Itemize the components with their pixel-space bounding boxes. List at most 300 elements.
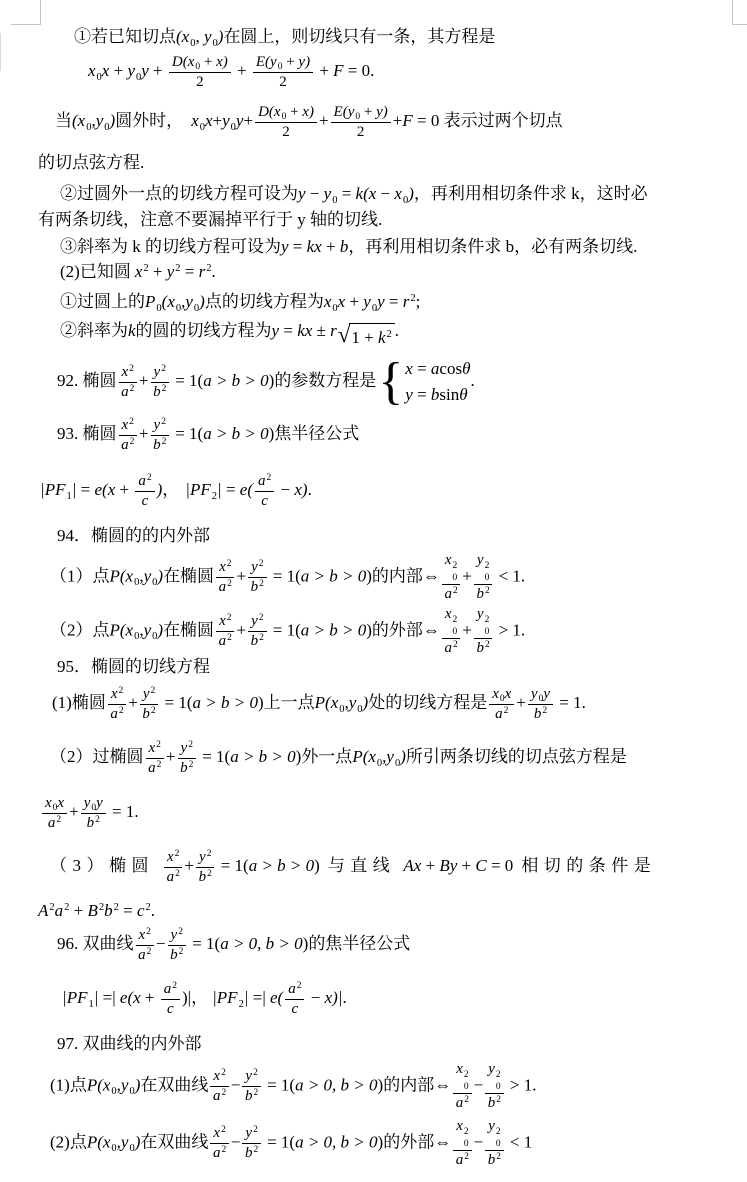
superscript: 2 <box>227 578 232 589</box>
superscript: 2 <box>221 1068 226 1079</box>
text-run: （3）椭圆 <box>50 856 154 876</box>
math-var: x <box>138 927 146 943</box>
math-run: a <box>430 359 440 378</box>
math-run: + <box>148 61 167 81</box>
math-run: + <box>286 104 303 120</box>
math-run: x <box>405 359 413 378</box>
math-run: k(x <box>355 184 377 203</box>
numerator <box>216 559 234 578</box>
math-var: y <box>476 552 484 568</box>
numerator <box>285 981 304 1000</box>
math-run: = <box>279 321 298 340</box>
math-run: y <box>235 111 244 131</box>
numerator <box>168 927 186 946</box>
numerator <box>489 686 514 705</box>
math-var: x <box>102 1132 111 1152</box>
numerator <box>119 364 137 383</box>
math-var: x <box>492 686 499 702</box>
subscript: 0 <box>371 303 378 314</box>
math-run: + <box>457 856 476 876</box>
fraction <box>81 795 106 832</box>
doc-line-13 <box>40 473 312 510</box>
math-run: ) <box>408 184 414 203</box>
text-run: ，再利用相切条件求 k，这时必 <box>413 184 648 203</box>
superscript: 2 <box>258 559 264 570</box>
math-run: =| <box>98 988 120 1008</box>
math-run: a > b > 0 <box>248 856 315 876</box>
fraction <box>140 686 158 723</box>
math-run: ) <box>366 566 372 586</box>
subscript: 0 <box>129 1086 135 1098</box>
math-run: e(x <box>94 480 116 500</box>
text-run: ，再利用相切条件求 b，必有两条切线. <box>348 237 638 256</box>
text-run: . <box>370 61 375 81</box>
math-run: P( <box>109 566 126 586</box>
math-var: a <box>110 705 118 722</box>
math-var: x <box>181 27 190 46</box>
subscript: 0 <box>357 704 363 716</box>
superscript: 2 <box>258 613 264 624</box>
superscript: 2 <box>484 640 490 650</box>
text-run: 上一点 <box>263 693 315 713</box>
subscript: 0 <box>175 303 182 314</box>
doc-line-5 <box>60 183 648 208</box>
math-run: + <box>138 424 149 444</box>
math-var: b <box>170 946 178 963</box>
superscript: 2 <box>146 927 151 937</box>
numerator <box>253 54 313 73</box>
math-run: + <box>318 111 329 131</box>
numerator <box>242 1068 260 1087</box>
math-var: b <box>180 759 188 776</box>
denominator <box>248 578 266 596</box>
math-run: a > 0, b > 0 <box>220 934 303 954</box>
fraction <box>42 795 67 832</box>
fraction <box>216 613 234 650</box>
subscript: 0 <box>281 112 287 122</box>
denominator <box>453 1094 471 1112</box>
superscript: 2 <box>174 849 180 859</box>
text-run: 96. 双曲线 <box>57 934 134 954</box>
math-var: a <box>163 981 172 997</box>
math-var: y <box>222 111 230 131</box>
math-var: x <box>88 61 96 81</box>
math-run: x <box>337 292 346 311</box>
text-run: ②过圆外一点的切线方程可设为 <box>60 184 298 203</box>
text-run: 95．椭圆的切线方程 <box>57 657 210 676</box>
text-run: . <box>134 802 139 822</box>
math-run: 2 <box>356 123 365 140</box>
subscript: 0 <box>111 1143 117 1155</box>
math-run: + <box>421 856 440 876</box>
math-var: b <box>487 1095 496 1111</box>
text-run: 在双曲线 <box>140 1075 209 1095</box>
math-var: y <box>153 417 161 433</box>
text-run: 97. 双曲线的内外部 <box>57 1034 202 1053</box>
superscript: 2 <box>129 383 135 394</box>
superscript: 2 <box>452 586 458 596</box>
math-run: r <box>330 321 337 340</box>
math-run: ) <box>366 620 372 640</box>
math-run: θ <box>459 385 468 404</box>
subscript: 0 <box>129 1143 135 1155</box>
math-run: + <box>360 104 377 120</box>
subscript: 0 <box>193 303 200 314</box>
numerator <box>169 54 231 73</box>
numerator <box>178 740 196 759</box>
subscript: 0 <box>91 803 97 813</box>
superscript: 2 <box>161 383 167 394</box>
superscript: 2 <box>253 1087 259 1098</box>
subscript: 0 <box>332 303 338 314</box>
text-run: ②斜率为 <box>60 321 128 340</box>
text-run: ; <box>415 292 421 311</box>
math-var: PF <box>44 480 66 500</box>
numerator <box>453 1061 471 1094</box>
math-run: = 0 <box>486 856 514 876</box>
math-run: By <box>439 856 458 876</box>
math-var: x <box>134 262 143 281</box>
superscript: 2 <box>118 686 124 696</box>
math-var: b <box>487 1152 496 1168</box>
math-run: 2 <box>282 123 290 140</box>
denominator <box>210 1144 228 1162</box>
math-run: Ax <box>403 856 422 876</box>
text-run: . <box>520 566 526 586</box>
math-run: ( <box>72 111 78 131</box>
denominator <box>216 578 234 596</box>
text-run: 的内部⇔ <box>383 1075 452 1095</box>
denominator <box>485 1094 503 1112</box>
subscript: 0 <box>212 38 218 49</box>
margin-mark-top-left-icon <box>11 0 41 25</box>
text-run: . <box>150 901 156 920</box>
fraction <box>485 1061 503 1112</box>
math-run: + <box>184 856 195 876</box>
math-run: > 1 <box>505 1075 533 1095</box>
superscript: 2 <box>464 1095 470 1105</box>
math-var: x <box>330 693 339 713</box>
text-run: 所引两条切线的切点弦方程是 <box>405 747 627 767</box>
text-run: (2)点 <box>50 1132 87 1152</box>
text-run: 与直线 <box>327 856 396 876</box>
math-run: | <box>185 480 190 500</box>
fraction <box>178 740 196 777</box>
math-var: y <box>170 927 178 943</box>
math-var: x <box>456 1118 463 1134</box>
fraction <box>119 417 137 454</box>
numerator <box>248 559 266 578</box>
numerator <box>528 686 553 705</box>
fraction <box>169 54 231 91</box>
fraction <box>453 1118 471 1169</box>
doc-line-3 <box>55 104 563 141</box>
math-run: = 1( <box>262 1075 296 1095</box>
math-var: y <box>120 1132 129 1152</box>
math-run: − <box>305 184 324 203</box>
math-var: a <box>138 473 146 489</box>
denominator <box>161 1000 180 1018</box>
math-run: x <box>101 61 110 81</box>
subscript: 0 <box>499 694 505 704</box>
doc-line-27 <box>50 1118 532 1169</box>
text-run: (2)已知圆 <box>60 262 131 281</box>
math-run: + <box>140 988 159 1008</box>
fraction <box>248 559 266 596</box>
math-run: − <box>473 1132 484 1152</box>
math-var: x <box>394 184 402 203</box>
superscript: 2 <box>113 902 119 913</box>
math-run: | <box>62 988 67 1008</box>
doc-line-4 <box>38 152 144 174</box>
math-var: a <box>258 473 266 489</box>
math-var: b <box>142 705 150 722</box>
math-run: =| <box>248 988 270 1008</box>
math-run: = 1 <box>554 693 582 713</box>
math-var: y <box>185 292 193 311</box>
margin-mark-top-right-icon <box>732 0 747 25</box>
math-var: r <box>198 262 206 281</box>
math-run: , <box>139 566 144 586</box>
math-var: b <box>476 640 484 656</box>
superscript: 2 <box>129 436 135 447</box>
math-run: − <box>155 934 166 954</box>
text-run: 处的切线方程是 <box>368 693 488 713</box>
math-var: A <box>38 901 49 920</box>
superscript: 2 <box>484 615 490 625</box>
text-run: 的外部⇔ <box>371 620 440 640</box>
superscript: 2 <box>118 705 124 716</box>
subscript: 0 <box>52 803 58 813</box>
math-run: , <box>181 292 186 311</box>
subscript: 0 <box>495 1138 501 1149</box>
superscript: 2 <box>175 263 181 274</box>
doc-line-24 <box>62 981 347 1018</box>
superscript: 2 <box>463 1127 469 1137</box>
script-stack <box>496 1128 501 1149</box>
math-var: y <box>476 606 484 622</box>
math-run: ) <box>134 1075 141 1095</box>
superscript: 2 <box>221 1125 226 1136</box>
math-run: , <box>139 620 144 640</box>
numerator <box>485 1118 503 1151</box>
doc-line-9 <box>60 291 420 316</box>
numerator <box>242 1125 260 1144</box>
numerator <box>210 1125 228 1144</box>
math-run: ) <box>109 111 116 131</box>
denominator <box>108 705 126 723</box>
superscript: 2 <box>542 705 548 716</box>
math-run: + <box>236 566 247 586</box>
radicand <box>349 323 394 352</box>
doc-line-22 <box>38 900 155 925</box>
fraction <box>210 1125 228 1162</box>
doc-line-11 <box>57 352 475 410</box>
superscript: 2 <box>221 1087 227 1098</box>
math-run: = 1( <box>197 747 231 767</box>
math-run: = 1( <box>268 566 301 586</box>
text-run: 在椭圆 <box>163 566 215 586</box>
text-run: 在双曲线 <box>140 1132 209 1152</box>
radical-sign-icon: √ <box>337 322 351 347</box>
math-run: D( <box>258 104 274 120</box>
math-run: , <box>116 1132 121 1152</box>
math-run: x) <box>216 54 228 70</box>
math-var: a <box>121 383 129 400</box>
math-var: P <box>145 292 156 311</box>
script-stack <box>453 616 458 637</box>
math-var: y <box>347 104 355 120</box>
math-var: x <box>121 363 129 380</box>
math-run: ) <box>295 747 302 767</box>
math-run: 2 <box>279 73 287 90</box>
math-run: e(x <box>119 988 141 1008</box>
math-var: x <box>45 795 52 811</box>
superscript: 2 <box>188 740 193 750</box>
superscript: 2 <box>452 640 458 650</box>
math-run: + <box>516 693 526 713</box>
doc-line-10 <box>60 320 399 352</box>
subscript: 0 <box>277 62 283 72</box>
denominator <box>331 123 391 141</box>
math-run: + <box>212 111 223 131</box>
fraction <box>331 104 391 141</box>
subscript: 0 <box>104 122 110 134</box>
math-run: y) <box>376 104 388 120</box>
text-run: 圆外时， <box>115 111 184 131</box>
math-run: − <box>376 184 395 203</box>
numerator <box>151 364 169 383</box>
text-run: . <box>211 262 216 281</box>
math-var: y <box>530 686 538 702</box>
math-run: ) <box>400 747 406 767</box>
math-var: y <box>245 1068 253 1085</box>
superscript: 2 <box>129 417 134 427</box>
fraction <box>119 364 137 401</box>
subscript: 2 <box>211 491 217 503</box>
math-run: P( <box>86 1075 103 1095</box>
superscript: 2 <box>161 363 166 374</box>
math-var: r <box>402 292 410 311</box>
text-run: 的外部⇔ <box>383 1132 452 1152</box>
subscript: 0 <box>96 72 102 84</box>
subscript: 0 <box>152 631 158 643</box>
math-run: E( <box>333 104 348 120</box>
math-run: F <box>333 61 344 81</box>
math-var: y <box>488 1061 495 1077</box>
fraction <box>255 473 274 510</box>
fraction <box>216 559 234 596</box>
math-run: cos <box>439 359 463 378</box>
math-run: c <box>291 1000 299 1017</box>
numerator <box>119 417 137 436</box>
cases-row <box>405 384 470 406</box>
numerator <box>255 473 274 492</box>
doc-line-14 <box>57 525 210 547</box>
math-run: y <box>377 292 385 311</box>
script-stack <box>464 1128 469 1149</box>
math-var: PF <box>66 988 88 1008</box>
math-run: | <box>93 988 99 1008</box>
math-run: e( <box>239 480 253 500</box>
doc-line-1 <box>74 26 495 51</box>
math-run: b <box>339 237 349 256</box>
denominator <box>151 436 169 454</box>
math-run: y <box>271 321 280 340</box>
math-run: + <box>109 61 128 81</box>
math-run: − <box>230 1132 241 1152</box>
superscript: 2 <box>207 868 212 879</box>
math-var: x <box>125 620 134 640</box>
math-run: a > b > 0 <box>203 424 269 444</box>
denominator <box>285 1000 304 1018</box>
doc-line-17 <box>57 656 210 678</box>
math-var: a <box>444 586 452 602</box>
fraction <box>168 927 186 964</box>
doc-line-25 <box>57 1033 202 1055</box>
subscript: 0 <box>484 626 490 637</box>
text-run: . <box>520 620 526 640</box>
denominator <box>453 1151 471 1169</box>
math-var: a <box>212 1144 221 1161</box>
math-var: a <box>218 578 227 595</box>
fraction <box>253 54 313 91</box>
numerator <box>146 740 164 759</box>
cases-row <box>405 358 470 380</box>
math-run: < 1 <box>505 1132 533 1152</box>
math-var: y <box>83 795 91 811</box>
denominator <box>135 492 154 510</box>
math-run: + <box>165 747 176 767</box>
subscript: 0 <box>190 38 196 49</box>
math-var: a <box>218 632 227 649</box>
math-var: x <box>167 292 175 311</box>
text-run: ①若已知切点 <box>74 27 176 46</box>
denominator <box>136 946 154 964</box>
superscript: 2 <box>95 814 100 825</box>
subscript: 0 <box>394 758 401 770</box>
denominator <box>146 759 164 777</box>
text-run: ③斜率为 k 的切线方程可设为 <box>60 237 281 256</box>
math-run: + <box>462 566 472 586</box>
superscript: 2 <box>296 981 302 991</box>
superscript: 2 <box>253 1068 258 1079</box>
subscript: 0 <box>463 1138 469 1149</box>
math-run: ( <box>176 27 182 46</box>
fraction <box>136 927 154 964</box>
math-run: = 1( <box>216 856 249 876</box>
superscript: 2 <box>464 1152 470 1162</box>
superscript: 2 <box>146 473 152 483</box>
math-run: 2 <box>196 73 204 90</box>
math-run: + <box>315 61 334 81</box>
numerator <box>161 981 180 1000</box>
text-run: 的内部⇔ <box>371 566 440 586</box>
denominator <box>169 73 231 91</box>
math-var: y <box>180 740 188 756</box>
math-var: y <box>143 620 152 640</box>
subscript: 0 <box>484 572 490 583</box>
math-run: + <box>69 901 88 920</box>
math-var: a <box>288 981 296 997</box>
math-var: b <box>198 868 207 885</box>
margin-mark-left-edge-icon <box>0 33 1 71</box>
fraction <box>255 104 317 141</box>
fraction <box>161 981 180 1018</box>
subscript: 0 <box>156 303 162 314</box>
left-brace-icon: { <box>378 352 404 410</box>
text-run: 在圆上，则切线只有一条，其方程是 <box>223 27 496 46</box>
